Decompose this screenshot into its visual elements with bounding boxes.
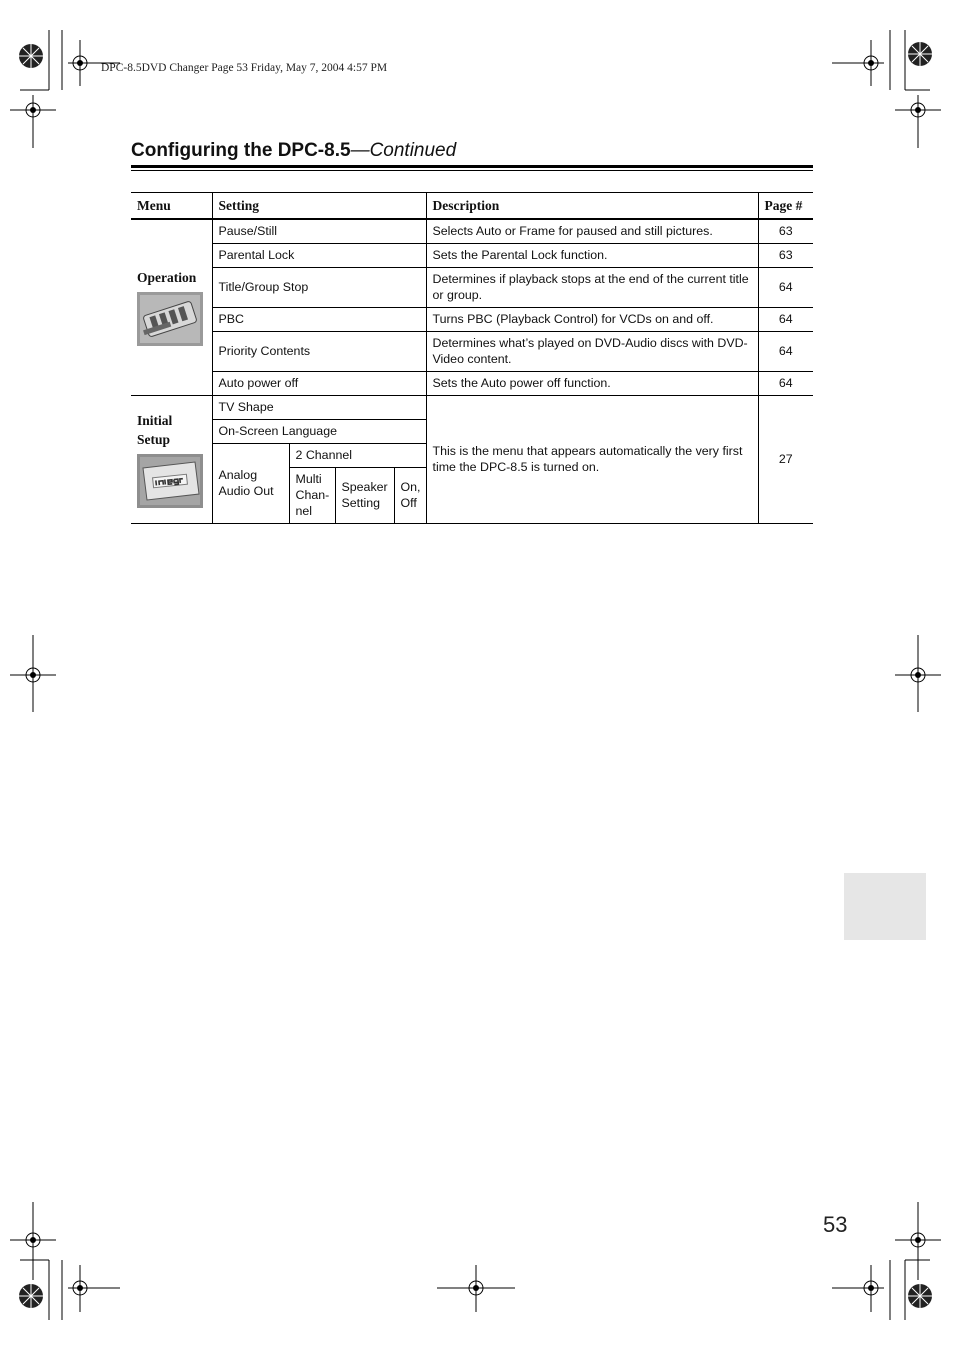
menu-initial-setup-label-1: Initial [137,412,173,428]
table-row [131,219,813,243]
setting-tv-shape: TV Shape [212,395,426,419]
initial-setup-screen-image [137,454,203,508]
menu-operation-cell [131,219,212,395]
page-title [131,140,456,162]
setting-2-channel: 2 Channel [289,443,426,467]
header-description: Description [426,193,758,220]
setting-speaker-setting: Speaker Setting [335,467,394,523]
setting-multi-channel: Multi Chan-nel [289,467,335,523]
header-setting: Setting [212,193,426,220]
menu-initial-setup-label-2: Setup [137,431,171,447]
page-cell: 63 [758,219,813,243]
table-row [131,243,813,267]
description-cell: Sets the Parental Lock function. [426,243,758,267]
description-cell: Determines what’s played on DVD-Audio discs with DVD-Video content. [426,331,758,371]
initial-setup-page: 27 [758,395,813,523]
page-cell: 63 [758,243,813,267]
section-tab [844,873,926,940]
setting-cell: Priority Contents [212,331,426,371]
settings-table [131,192,813,524]
setting-analog-audio-out: Analog Audio Out [212,443,289,523]
setting-cell: Title/Group Stop [212,267,426,307]
setting-on-screen-language: On-Screen Language [212,419,426,443]
page-cell: 64 [758,331,813,371]
initial-setup-description: This is the menu that appears automatically the very first time the DPC-8.5 is turned on. [426,395,758,523]
table-row [131,395,813,419]
description-cell: Sets the Auto power off function. [426,371,758,395]
table-row [131,307,813,331]
table-row [131,267,813,307]
description-cell: Selects Auto or Frame for paused and still pictures. [426,219,758,243]
table-row [131,371,813,395]
description-cell: Turns PBC (Playback Control) for VCDs on and off. [426,307,758,331]
page-cell: 64 [758,307,813,331]
menu-operation-label: Operation [137,270,197,286]
page-cell: 64 [758,371,813,395]
page-number: 53 [823,1212,848,1237]
title-rule-thin [131,170,813,171]
setting-cell: Parental Lock [212,243,426,267]
title-rule [131,165,813,168]
table-row [131,331,813,371]
setting-cell: PBC [212,307,426,331]
title-main: Configuring the DPC-8.5 [131,140,351,161]
operation-remote-image [137,292,203,346]
page-cell: 64 [758,267,813,307]
setting-cell: Pause/Still [212,219,426,243]
setting-cell: Auto power off [212,371,426,395]
menu-initial-setup-cell [131,395,212,523]
print-header: DPC-8.5DVD Changer Page 53 Friday, May 7, 2004 4:57 PM [101,62,388,74]
title-continued: —Continued [350,140,457,161]
description-cell: Determines if playback stops at the end of the current title or group. [426,267,758,307]
table-header-row [131,193,813,220]
setting-on-off: On, Off [394,467,426,523]
header-page: Page # [758,193,813,220]
header-menu: Menu [131,193,212,220]
